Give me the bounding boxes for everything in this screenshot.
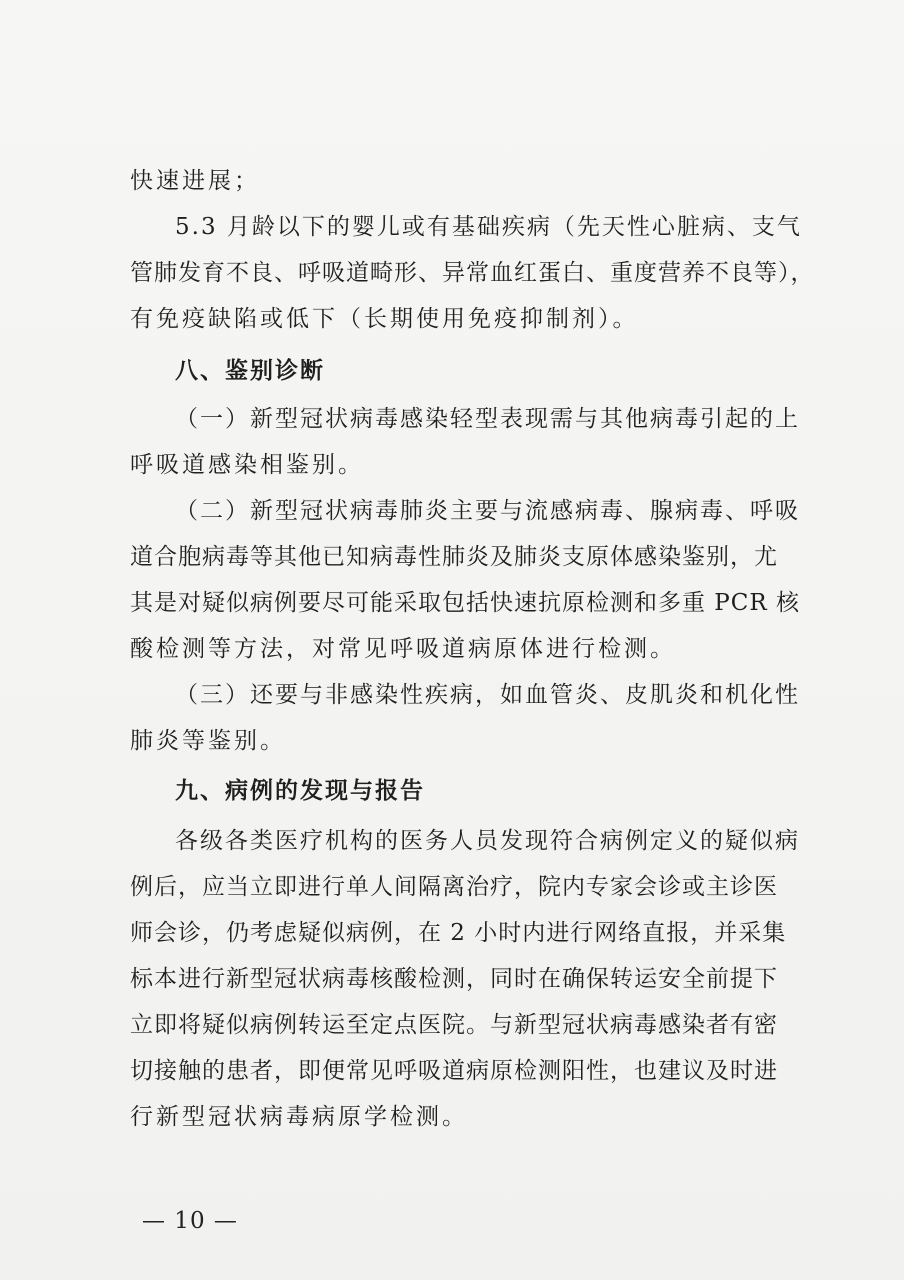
- text-line: 例后，应当立即进行单人间隔离治疗，院内专家会诊或主诊医: [130, 874, 778, 900]
- text-line: 立即将疑似病例转运至定点医院。与新型冠状病毒感染者有密: [130, 1012, 778, 1038]
- text-line: 肺炎等鉴别。: [130, 728, 286, 754]
- text-line: 呼吸道感染相鉴别。: [130, 452, 364, 478]
- text-line: 标本进行新型冠状病毒核酸检测，同时在确保转运安全前提下: [130, 966, 778, 992]
- text-line: 行新型冠状病毒病原学检测。: [130, 1104, 468, 1130]
- text-line: （二）新型冠状病毒肺炎主要与流感病毒、腺病毒、呼吸: [175, 498, 800, 524]
- text-line: 快速进展；: [130, 168, 260, 194]
- text-line: （一）新型冠状病毒感染轻型表现需与其他病毒引起的上: [175, 406, 800, 432]
- text-line: 酸检测等方法，对常见呼吸道病原体进行检测。: [130, 636, 676, 662]
- text-line: 各级各类医疗机构的医务人员发现符合病例定义的疑似病: [175, 828, 800, 854]
- section-heading: 九、病例的发现与报告: [175, 778, 425, 804]
- text-line: 切接触的患者，即便常见呼吸道病原检测阳性，也建议及时进: [130, 1058, 778, 1084]
- page-number: — 10 —: [142, 1208, 238, 1234]
- text-line: 管肺发育不良、呼吸道畸形、异常血红蛋白、重度营养不良等），: [130, 260, 815, 286]
- text-line: 道合胞病毒等其他已知病毒性肺炎及肺炎支原体感染鉴别，尤: [130, 544, 778, 570]
- text-line: 5.3 月龄以下的婴儿或有基础疾病（先天性心脏病、支气: [175, 214, 802, 240]
- text-line: 有免疫缺陷或低下（长期使用免疫抑制剂）。: [130, 306, 639, 332]
- text-line: 师会诊，仍考虑疑似病例，在 2 小时内进行网络直报，并采集: [130, 920, 787, 946]
- text-line: （三）还要与非感染性疾病，如血管炎、皮肌炎和机化性: [175, 682, 800, 708]
- section-heading: 八、鉴别诊断: [175, 358, 325, 384]
- text-line: 其是对疑似病例要尽可能采取包括快速抗原检测和多重 PCR 核: [130, 590, 801, 616]
